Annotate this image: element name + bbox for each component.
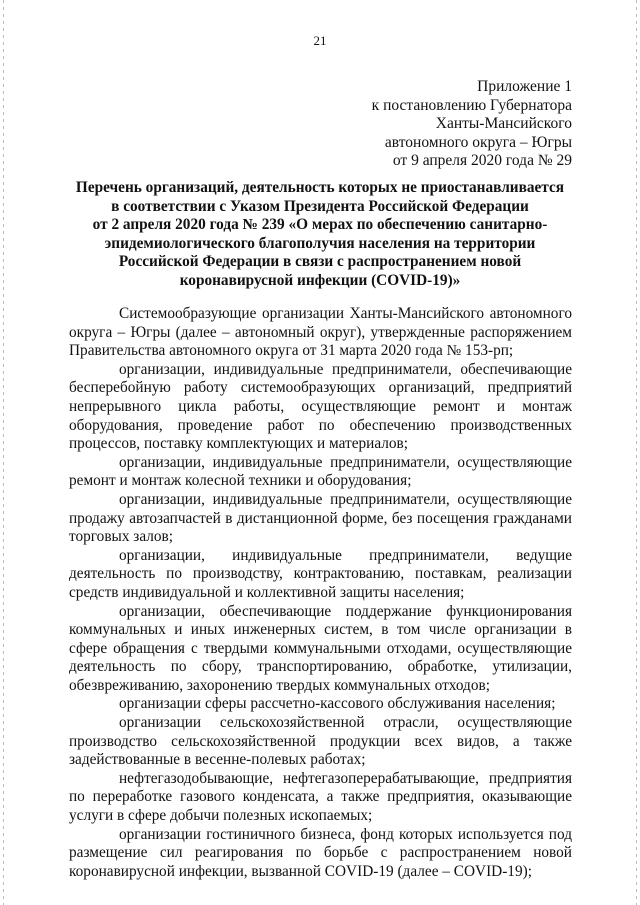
title-line: от 2 апреля 2020 года № 239 «О мерах по обеспечению санитарно- [92,216,548,234]
document-body [69,305,572,881]
title-line: в соответствии с Указом Президента Российской Федерации [111,197,529,215]
appendix-header [372,78,572,171]
appendix-line: Ханты-Мансийского [435,115,572,133]
body-paragraph: организации сферы рассчетно-кассового обслуживания населения; [119,695,556,713]
body-paragraph: организации, индивидуальные предприниматели, ведущие деятельность по производству, контрактованию, поставкам, реализации средств индивидуальной и коллективной защиты населения; [69,546,572,601]
body-paragraph: организации гостиничного бизнеса, фонд которых используется под размещение сил реагирования по борьбе с распространением новой коронавирусной инфекции, вызванной COVID-19 (далее – COVID-19); [69,825,572,880]
appendix-line: от 9 апреля 2020 года № 29 [392,152,572,170]
page-number: 21 [313,33,327,48]
body-paragraph: организации, индивидуальные предприниматели, осуществляющие продажу автозапчастей в дистанционной форме, без посещения гражданами торговых залов; [69,490,572,546]
title-line: эпидемиологического благополучия населения на территории [104,234,536,252]
appendix-line: к постановлению Губернатора [371,96,572,114]
title-line: коронавирусной инфекции (COVID-19)» [179,271,461,289]
title-line: Перечень организаций, деятельность которых не приостанавливается [75,179,565,196]
body-paragraph: организации сельскохозяйственной отрасли, осуществляющие производство сельскохозяйственной продукции всех видов, а также задействованные в весенне-полевых работах; [69,714,572,769]
body-paragraph: организации, индивидуальные предприниматели, обеспечивающие бесперебойную работу системообразующих организаций, предприятий непрерывного цикла работы, осуществляющие ремонт и монтаж оборудования, проведение работ по обеспечению производственных процессов, поставку комплектующих и материалов; [69,360,572,453]
appendix-line: Приложение 1 [477,78,572,95]
body-paragraph: организации, обеспечивающие поддержание функционирования коммунальных и иных инженерных систем, в том числе организации в сфере обращения с твердыми коммунальными отходами, осуществляющие деятельность по сбору, транспортированию, обработке, утилизации, обезвреживанию, захоронению твердых коммунальных отходов; [69,602,572,694]
body-paragraph: нефтегазодобывающие, нефтегазоперерабатывающие, предприятия по переработке газового конденсата, а также предприятия, оказывающие услуги в сфере добычи полезных ископаемых; [69,769,572,825]
body-paragraph: организации, индивидуальные предприниматели, осуществляющие ремонт и монтаж колесной техники и оборудования; [69,453,572,490]
scan-edge-left [3,0,4,905]
scan-edge-right [636,0,637,905]
title-line: Российской Федерации в связи с распространением новой [118,253,522,271]
appendix-line: автономного округа – Югры [384,133,572,151]
document-title [60,179,580,291]
body-paragraph: Системообразующие организации Ханты-Мансийского автономного округа – Югры (далее – автономный округ), утвержденные распоряжением Правительства автономного округа от 31 марта 2020 года № 153-рп; [69,305,572,360]
